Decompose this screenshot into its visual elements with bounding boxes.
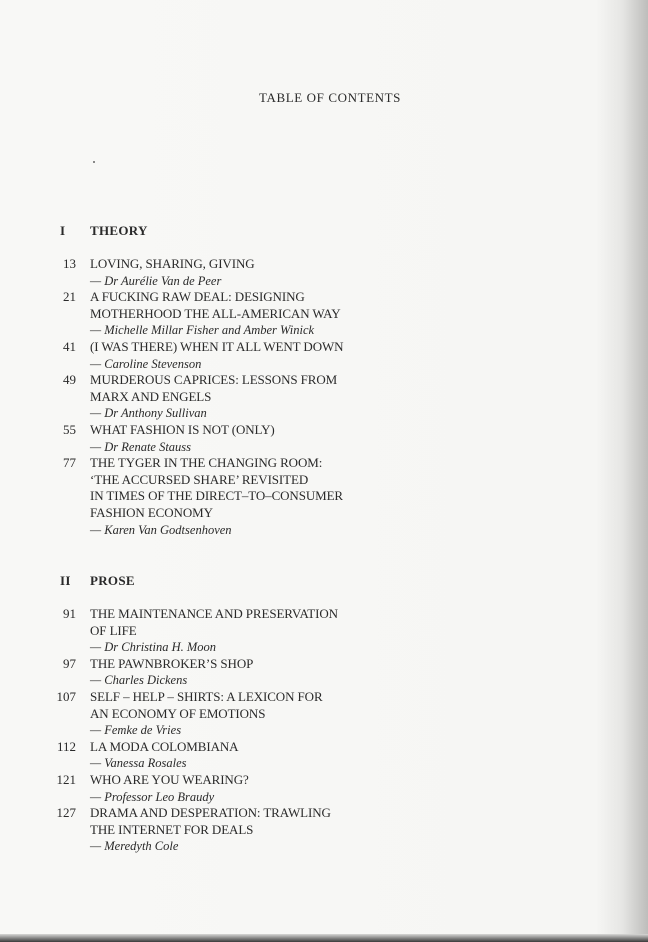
entry-body xyxy=(90,606,412,656)
entry-body xyxy=(90,689,412,739)
section-heading-theory xyxy=(60,223,148,239)
toc-entry xyxy=(52,289,412,339)
toc-entry xyxy=(52,256,412,289)
entry-author: — Charles Dickens xyxy=(90,673,188,688)
section-numeral: II xyxy=(60,573,71,588)
entry-title-line: A FUCKING RAW DEAL: DESIGNING xyxy=(90,289,305,305)
entry-title-line: AN ECONOMY OF EMOTIONS xyxy=(90,705,266,721)
entry-body xyxy=(90,289,412,339)
entry-title-line: SELF – HELP – SHIRTS: A LEXICON FOR xyxy=(90,688,323,704)
entry-title-line: MURDEROUS CAPRICES: LESSONS FROM xyxy=(90,372,338,388)
entry-body xyxy=(90,256,412,289)
entry-page-number: 49 xyxy=(63,372,76,388)
toc-entry xyxy=(52,805,412,855)
entry-body xyxy=(90,805,412,855)
entry-author: — Dr Christina H. Moon xyxy=(90,640,217,655)
entry-author: — Dr Anthony Sullivan xyxy=(90,406,207,421)
section-heading-prose xyxy=(60,573,135,589)
page-title: TABLE OF CONTENTS xyxy=(258,90,402,105)
entry-author: — Dr Aurélie Van de Peer xyxy=(90,273,222,288)
toc-entry xyxy=(52,372,412,422)
entry-page-number: 97 xyxy=(63,655,76,671)
entry-page-number: 55 xyxy=(63,421,76,437)
entry-page-number: 77 xyxy=(63,455,76,471)
entry-author: — Vanessa Rosales xyxy=(90,756,187,771)
entry-title-line: (I WAS THERE) WHEN IT ALL WENT DOWN xyxy=(90,338,344,354)
entry-page-number: 107 xyxy=(56,688,76,704)
entry-title-line: THE MAINTENANCE AND PRESERVATION xyxy=(90,606,338,621)
entry-author: — Dr Renate Stauss xyxy=(90,439,192,454)
entry-title-line: FASHION ECONOMY xyxy=(90,504,213,520)
entry-body xyxy=(90,339,412,372)
entry-title-line: LA MODA COLOMBIANA xyxy=(90,738,239,754)
entry-title-line: OF LIFE xyxy=(90,622,137,638)
toc-entry xyxy=(52,689,412,739)
entry-page-number: 41 xyxy=(63,338,76,354)
entry-title-line: THE PAWNBROKER’S SHOP xyxy=(90,655,254,671)
entry-title-line: MARX AND ENGELS xyxy=(90,388,212,404)
entry-author: — Karen Van Godtsenhoven xyxy=(90,522,232,537)
entry-author: — Michelle Millar Fisher and Amber Winick xyxy=(90,323,315,338)
entry-body xyxy=(90,739,412,772)
entry-page-number: 127 xyxy=(56,805,76,821)
entry-page-number: 91 xyxy=(63,606,76,621)
entry-page-number: 13 xyxy=(63,256,76,271)
page-bottom-edge xyxy=(0,934,648,942)
stray-mark xyxy=(93,161,95,163)
section-label: THEORY xyxy=(90,223,148,238)
entry-body xyxy=(90,772,412,805)
entry-body xyxy=(90,656,412,689)
entry-title-line: THE INTERNET FOR DEALS xyxy=(90,821,254,837)
toc-entry xyxy=(52,422,412,455)
entry-author: — Caroline Stevenson xyxy=(90,356,202,371)
toc-entry xyxy=(52,656,412,689)
section-entries-prose xyxy=(52,606,412,855)
entry-title-line: DRAMA AND DESPERATION: TRAWLING xyxy=(90,805,331,821)
entry-body xyxy=(90,422,412,455)
entry-body xyxy=(90,372,412,422)
section-numeral: I xyxy=(60,223,66,238)
toc-entry xyxy=(52,455,412,538)
entry-author: — Professor Leo Braudy xyxy=(90,789,215,804)
toc-entry xyxy=(52,606,412,656)
entry-author: — Femke de Vries xyxy=(90,723,182,738)
entry-title-line: ‘THE ACCURSED SHARE’ REVISITED xyxy=(90,471,309,487)
toc-entry xyxy=(52,739,412,772)
entry-page-number: 112 xyxy=(56,738,76,754)
entry-body xyxy=(90,455,412,538)
entry-author: — Meredyth Cole xyxy=(90,839,179,854)
toc-entry xyxy=(52,772,412,805)
section-entries-theory xyxy=(52,256,412,538)
entry-title-line: THE TYGER IN THE CHANGING ROOM: xyxy=(90,455,323,471)
entry-title-line: LOVING, SHARING, GIVING xyxy=(90,256,255,271)
entry-title-line: IN TIMES OF THE DIRECT–TO–CONSUMER xyxy=(90,488,344,504)
entry-page-number: 21 xyxy=(63,289,76,305)
section-label: PROSE xyxy=(90,573,135,588)
entry-title-line: WHO ARE YOU WEARING? xyxy=(90,771,249,787)
entry-title-line: MOTHERHOOD THE ALL-AMERICAN WAY xyxy=(90,305,341,321)
toc-entry xyxy=(52,339,412,372)
entry-page-number: 121 xyxy=(56,771,76,787)
entry-title-line: WHAT FASHION IS NOT (ONLY) xyxy=(90,421,275,437)
